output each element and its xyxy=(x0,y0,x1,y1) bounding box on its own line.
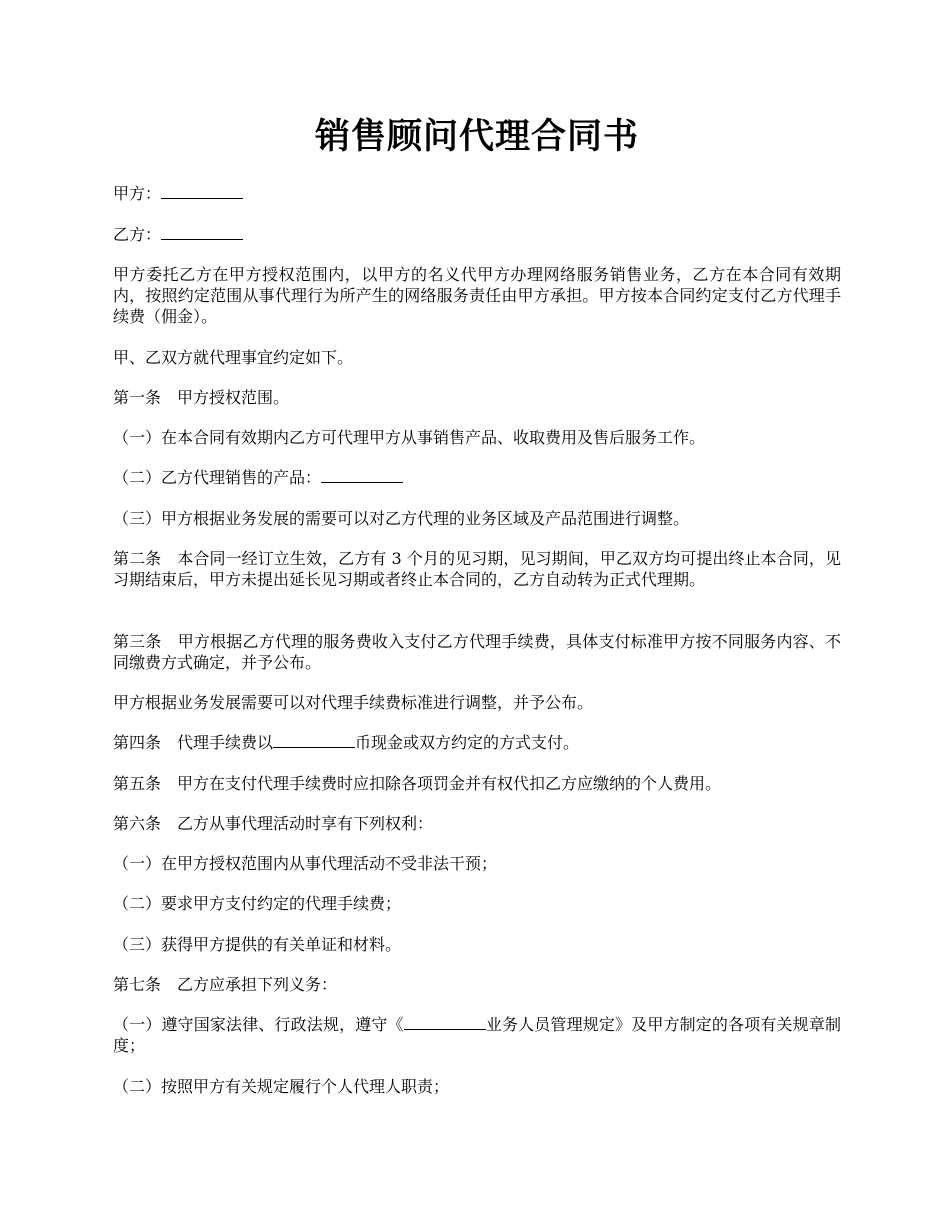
regulation-blank xyxy=(404,1014,486,1030)
party-a-blank xyxy=(161,183,243,199)
party-b-blank xyxy=(161,224,243,240)
agreement-line: 甲、乙双方就代理事宜约定如下。 xyxy=(113,348,354,367)
article-3-note: 甲方根据业务发展需要可以对代理手续费标准进行调整，并予公布。 xyxy=(113,693,594,712)
article-4-prefix: 第四条 代理手续费以 xyxy=(113,733,274,752)
article-4-suffix: 币现金或双方约定的方式支付。 xyxy=(355,733,580,752)
party-b-line xyxy=(113,224,841,245)
article-6-item-2: （二）要求甲方支付约定的代理手续费； xyxy=(113,894,402,913)
article-6-item-3: （三）获得甲方提供的有关单证和材料。 xyxy=(113,935,402,954)
intro-paragraph: 甲方委托乙方在甲方授权范围内，以甲方的名义代甲方办理网络服务销售业务，乙方在本合同有效期内，按照约定范围从事代理行为所产生的网络服务责任由甲方承担。甲方按本合同约定支付乙方代理手续费（佣金）。 xyxy=(113,265,841,326)
article-1-item-1: （一）在本合同有效期内乙方可代理甲方从事销售产品、收取费用及售后服务工作。 xyxy=(113,428,706,447)
article-3: 第三条 甲方根据乙方代理的服务费收入支付乙方代理手续费，具体支付标准甲方按不同服务内容、不同缴费方式确定，并予公布。 xyxy=(113,632,841,672)
party-b-label: 乙方： xyxy=(113,225,162,244)
currency-blank xyxy=(273,732,355,748)
article-6-item-1: （一）在甲方授权范围内从事代理活动不受非法干预； xyxy=(113,854,498,873)
article-2: 第二条 本合同一经订立生效，乙方有 3 个月的见习期，见习期间，甲乙双方均可提出终止本合同，见习期结束后，甲方未提出延长见习期或者终止本合同的，乙方自动转为正式代理期。 xyxy=(113,549,841,589)
party-a-label: 甲方： xyxy=(113,184,162,203)
article-1-item-2 xyxy=(113,467,841,488)
article-7-item-1-suffix: 业务人员管理规定》及甲方制定的各项有关规章制度； xyxy=(113,1015,841,1055)
article-1-title: 第一条 甲方授权范围。 xyxy=(113,388,290,407)
article-7-item-1 xyxy=(113,1014,841,1056)
article-1-item-2-text: （二）乙方代理销售的产品： xyxy=(113,468,322,487)
article-5: 第五条 甲方在支付代理手续费时应扣除各项罚金并有权代扣乙方应缴纳的个人费用。 xyxy=(113,774,722,793)
article-7-item-2: （二）按照甲方有关规定履行个人代理人职责； xyxy=(113,1077,450,1096)
article-1-item-3: （三）甲方根据业务发展的需要可以对乙方代理的业务区域及产品范围进行调整。 xyxy=(113,509,690,528)
product-blank xyxy=(321,467,403,483)
party-a-line xyxy=(113,183,841,204)
article-7-item-1-prefix: （一）遵守国家法律、行政法规，遵守《 xyxy=(113,1015,404,1034)
article-6-title: 第六条 乙方从事代理活动时享有下列权利： xyxy=(113,814,434,833)
article-4 xyxy=(113,732,841,753)
article-7-title: 第七条 乙方应承担下列义务： xyxy=(113,975,338,994)
document-title: 销售顾问代理合同书 xyxy=(314,116,639,157)
